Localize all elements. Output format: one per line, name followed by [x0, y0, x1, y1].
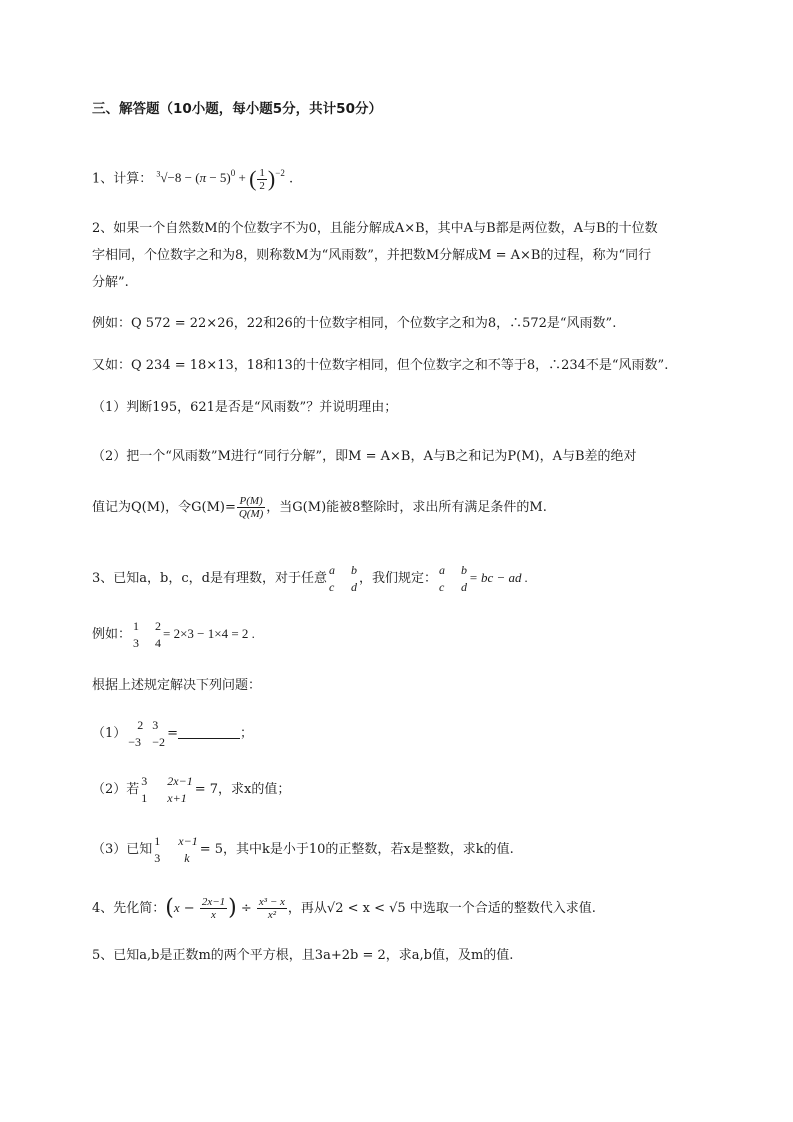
q1-label: 1、计算： — [92, 171, 153, 187]
q1-expression: $^3√-8 - (\pi - 5)^0$ + ( $\frac{1}{2}$ )$^{-2}$ — [156, 166, 285, 192]
answer-blank[interactable] — [178, 729, 240, 739]
q4-fraction-2: $\frac{\text{x³ − x}}{\text{x²}}$ — [258, 896, 285, 921]
q3-p2-post: = 7，求x的值； — [194, 782, 291, 797]
det-example: 1 2 3 4 — [133, 618, 162, 650]
q2-line3: 分解”. — [92, 275, 129, 290]
q2-line1: 2、如果一个自然数M的个位数字不为0，且能分解成A×B，其中A与B都是两位数，A与B的十位数 — [92, 221, 658, 236]
q3-p3-label: （3）已知 — [92, 842, 153, 857]
q1-tail: . — [288, 171, 294, 187]
q2-example-2: 又如：Q 234 = 18×13，18和13的十位数字相同，但个位数字之和不等于8，∴234不是“风雨数”. — [92, 358, 669, 373]
question-4: 4、先化简：(x − $\frac{2x-1}{x}$ ) ÷ $\frac{\text{x³ − x}}{\text{x²}}$ ，再从√2 < x < √5 中选取一个合适的整数代入求值. — [92, 895, 596, 921]
question-5: 5、已知a,b是正数m的两个平方根，且3a+2b = 2，求a,b值，及m的值. — [92, 948, 514, 963]
q3-example-pre: 例如： — [92, 627, 132, 642]
q3-example — [92, 616, 255, 653]
q2-part-2b-pre: 值记为Q(M)，令G(M)= — [92, 500, 236, 515]
q3-part-3 — [92, 832, 514, 868]
g-fraction-den: Q(M) — [238, 508, 264, 520]
q3-solve-intro: 根据上述规定解决下列问题： — [92, 678, 262, 693]
q2-part-2a: （2）把一个“风雨数”M进行“同行分解”，即M = A×B，A与B之和记为P(M)，A与B差的绝对 — [92, 449, 637, 464]
q3-intro-pre: 3、已知a，b，c，d是有理数，对于任意 — [92, 571, 327, 586]
q2-example-1: 例如：Q 572 = 22×26，22和26的十位数字相同，个位数字之和为8，∴572是“风雨数”. — [92, 316, 617, 331]
section-title: 三、解答题（10小题，每小题5分，共计50分） — [92, 101, 382, 117]
q4-label: 4、先化简： — [92, 901, 166, 916]
q3-p2-label: （2）若 — [92, 782, 140, 797]
q3-p1-label: （1） — [92, 726, 127, 741]
q3-intro — [92, 560, 528, 597]
q3-example-post: = 2×3 − 1×4 = 2 . — [163, 626, 255, 641]
q2-line2: 字相同，个位数字之和为8，则称数M为“风雨数”，并把数M分解成M = A×B的过程，称为“同行 — [92, 248, 652, 263]
det-part-2: 3 2x−1 1 x+1 — [141, 773, 193, 805]
question-1 — [92, 160, 293, 194]
q3-intro-rule: = bc − ad . — [468, 570, 529, 585]
det-abcd-rule: a b c d — [438, 562, 467, 594]
det-part-3: 1 x−1 3 k — [154, 833, 198, 865]
q3-intro-mid: ，我们规定： — [358, 571, 437, 586]
q2-part-1: （1）判断195，621是否是“风雨数”？并说明理由； — [92, 400, 398, 415]
g-fraction-num: P(M) — [237, 495, 265, 508]
det-abcd: a b c d — [328, 562, 357, 594]
q3-p3-post: = 5，其中k是小于10的正整数，若x是整数，求k的值. — [199, 842, 514, 857]
det-part-1: 2 3 −3 −2 — [128, 717, 166, 749]
q2-part-2b — [92, 493, 547, 523]
q4-fraction-1: $\frac{2x-1}{x}$ — [201, 896, 226, 921]
q3-part-2 — [92, 772, 290, 808]
q3-p1-post: ； — [239, 726, 253, 741]
q2-part-2b-post: ，当G(M)能被8整除时，求出所有满足条件的M. — [266, 500, 547, 515]
q4-post: ，再从√2 < x < √5 中选取一个合适的整数代入求值. — [287, 901, 596, 916]
q3-part-1: （1） 2 3 −3 −2 = ； — [92, 717, 253, 749]
g-fraction — [237, 495, 265, 520]
